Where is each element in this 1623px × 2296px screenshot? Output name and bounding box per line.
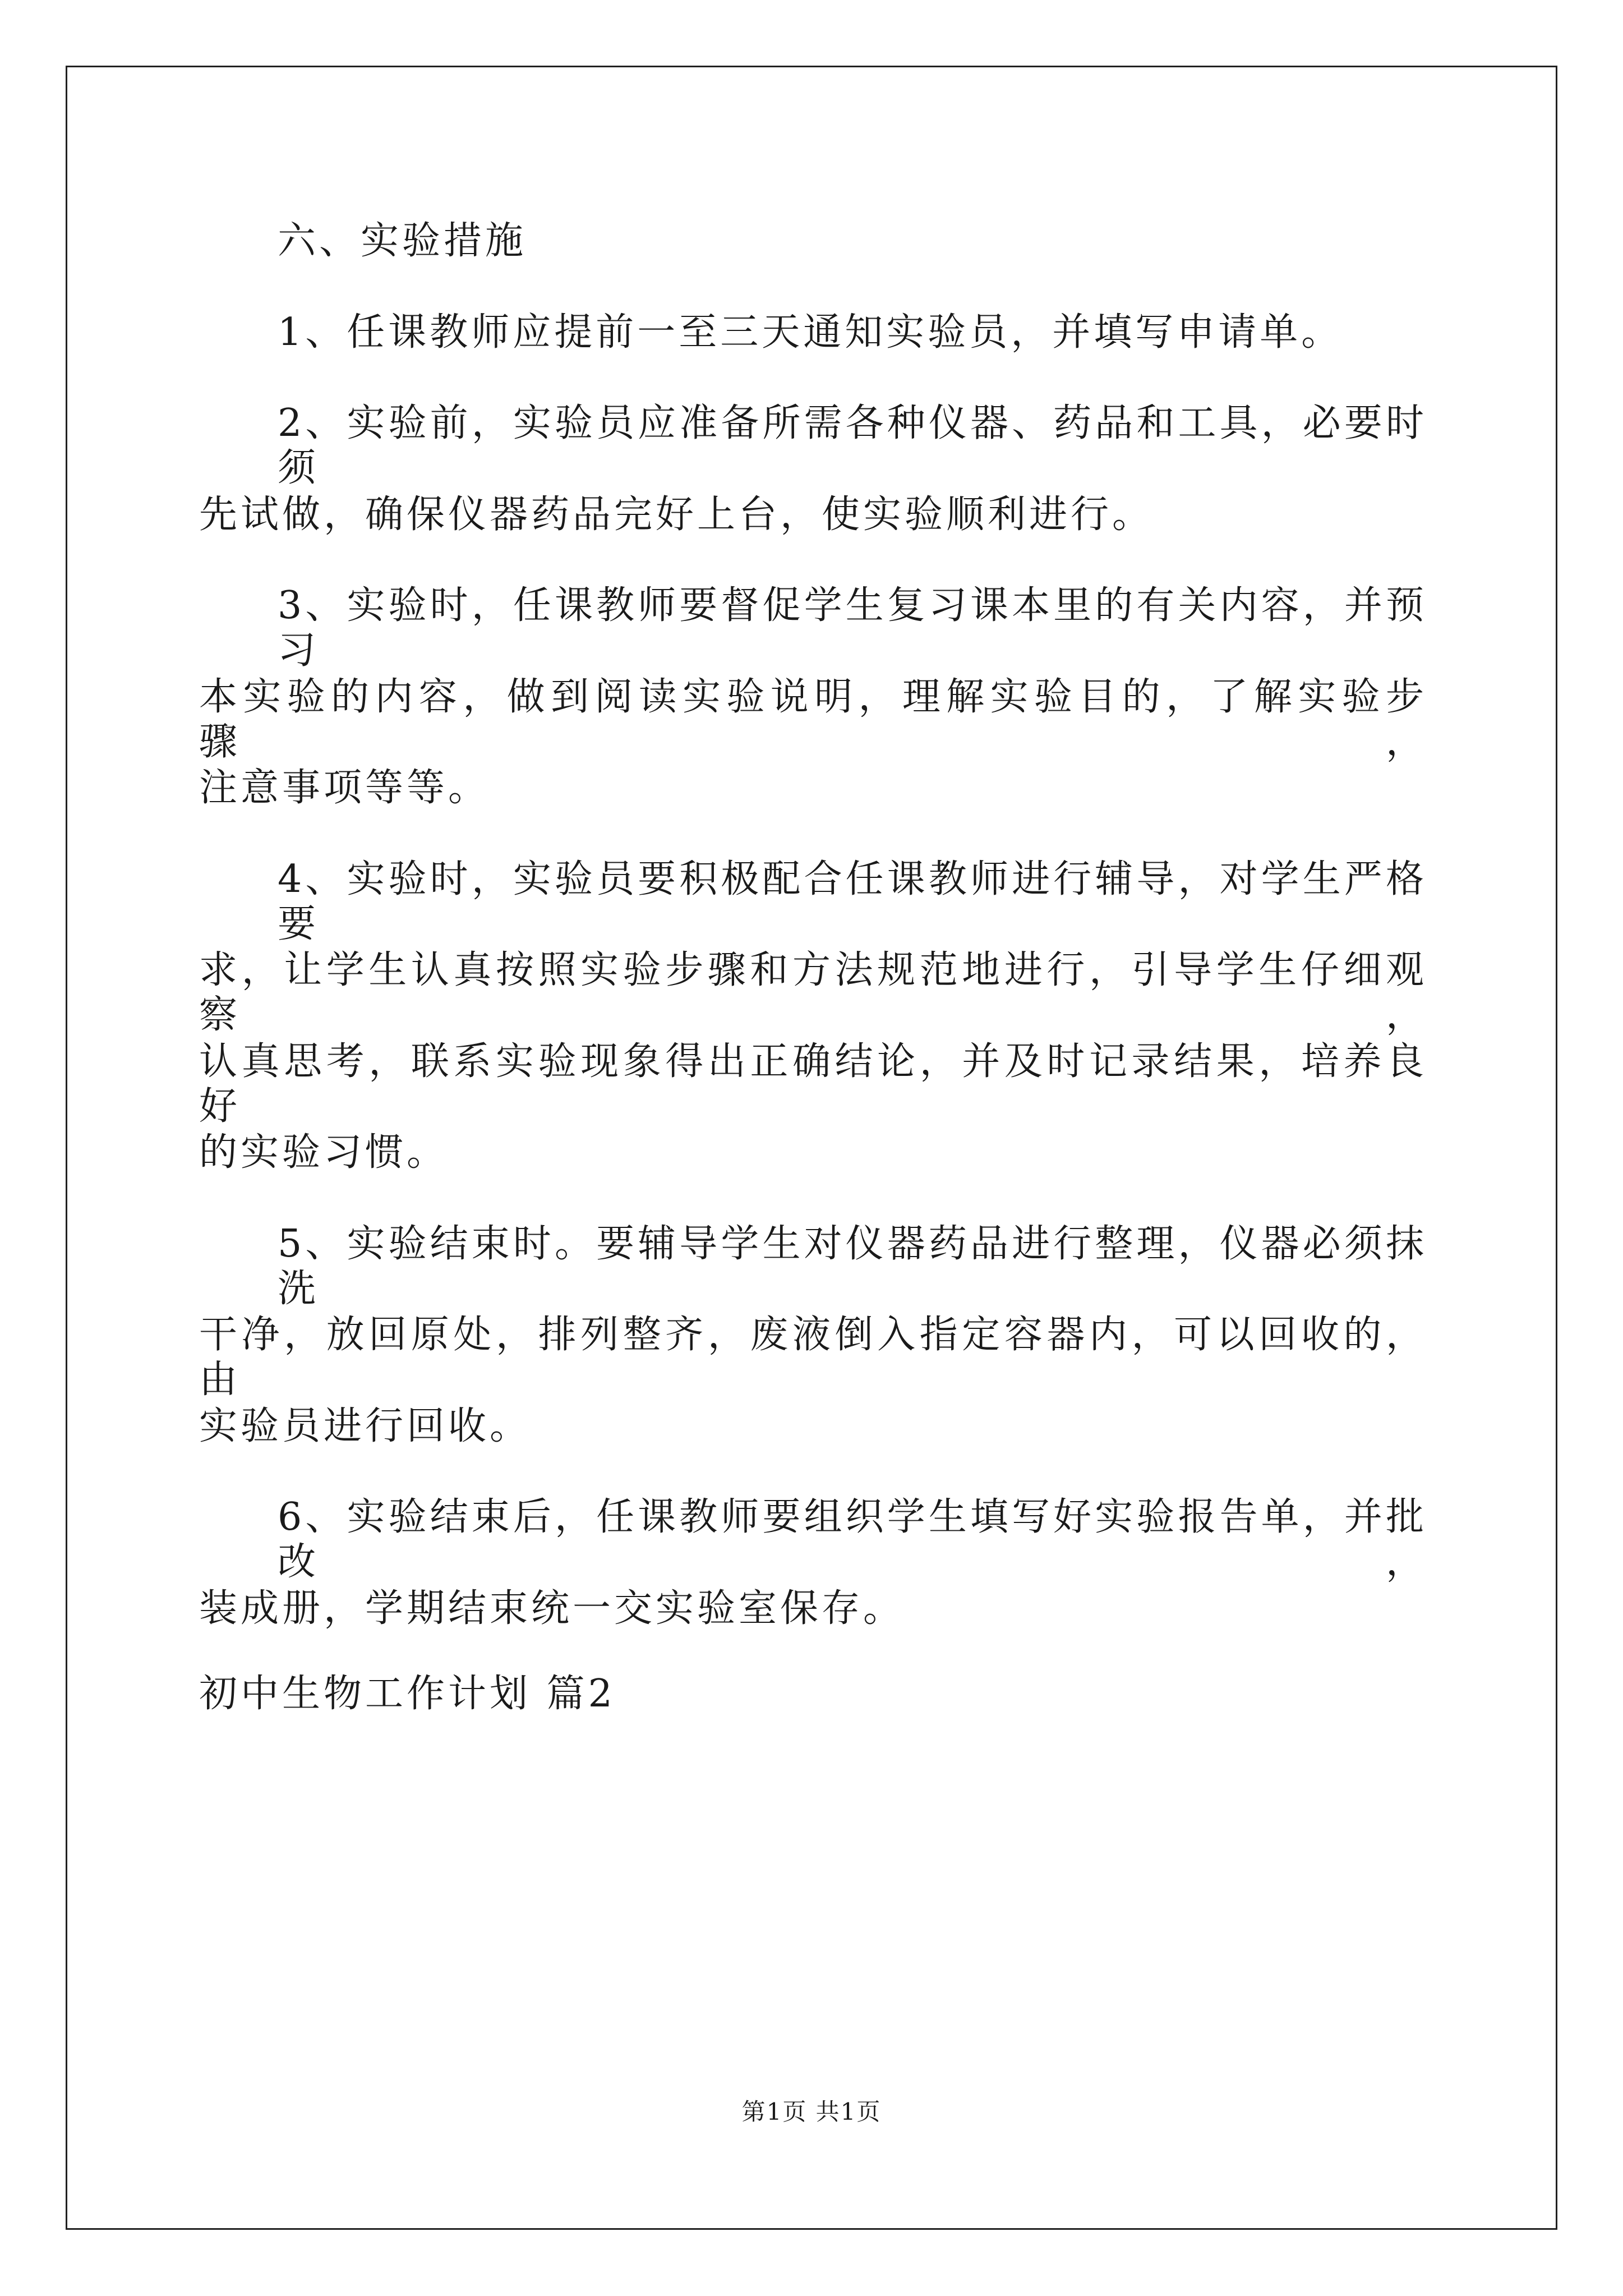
- paragraph-line: 的实验习惯。: [199, 1130, 449, 1175]
- paragraph-line: 装成册，学期结束统一交实验室保存。: [199, 1586, 905, 1631]
- paragraph-line: 2、实验前，实验员应准备所需各种仪器、药品和工具，必要时须: [278, 401, 1427, 490]
- paragraph-line: 5、实验结束时。要辅导学生对仪器药品进行整理，仪器必须抹洗: [278, 1222, 1427, 1311]
- section-heading: 六、实验措施: [278, 219, 527, 263]
- paragraph-line: 1、任课教师应提前一至三天通知实验员，并填写申请单。: [278, 310, 1343, 355]
- paragraph-line: 3、实验时，任课教师要督促学生复习课本里的有关内容，并预习: [278, 583, 1427, 673]
- article-title: 初中生物工作计划 篇2: [199, 1672, 616, 1716]
- paragraph-line: 本实验的内容，做到阅读实验说明，理解实验目的，了解实验步骤，: [199, 675, 1427, 764]
- paragraph-line: 认真思考，联系实验现象得出正确结论，并及时记录结果，培养良好: [199, 1039, 1427, 1129]
- paragraph-line: 求，让学生认真按照实验步骤和方法规范地进行，引导学生仔细观察，: [199, 948, 1427, 1037]
- paragraph-line: 4、实验时，实验员要积极配合任课教师进行辅导，对学生严格要: [278, 857, 1427, 946]
- page-footer: 第1页 共1页: [741, 2098, 882, 2125]
- paragraph-line: 实验员进行回收。: [199, 1404, 532, 1448]
- paragraph-line: 先试做，确保仪器药品完好上台，使实验顺利进行。: [199, 493, 1154, 537]
- paragraph-line: 干净，放回原处，排列整齐，废液倒入指定容器内，可以回收的，由: [199, 1313, 1427, 1402]
- paragraph-line: 注意事项等等。: [199, 766, 490, 810]
- paragraph-line: 6、实验结束后，任课教师要组织学生填写好实验报告单，并批改，: [278, 1495, 1427, 1584]
